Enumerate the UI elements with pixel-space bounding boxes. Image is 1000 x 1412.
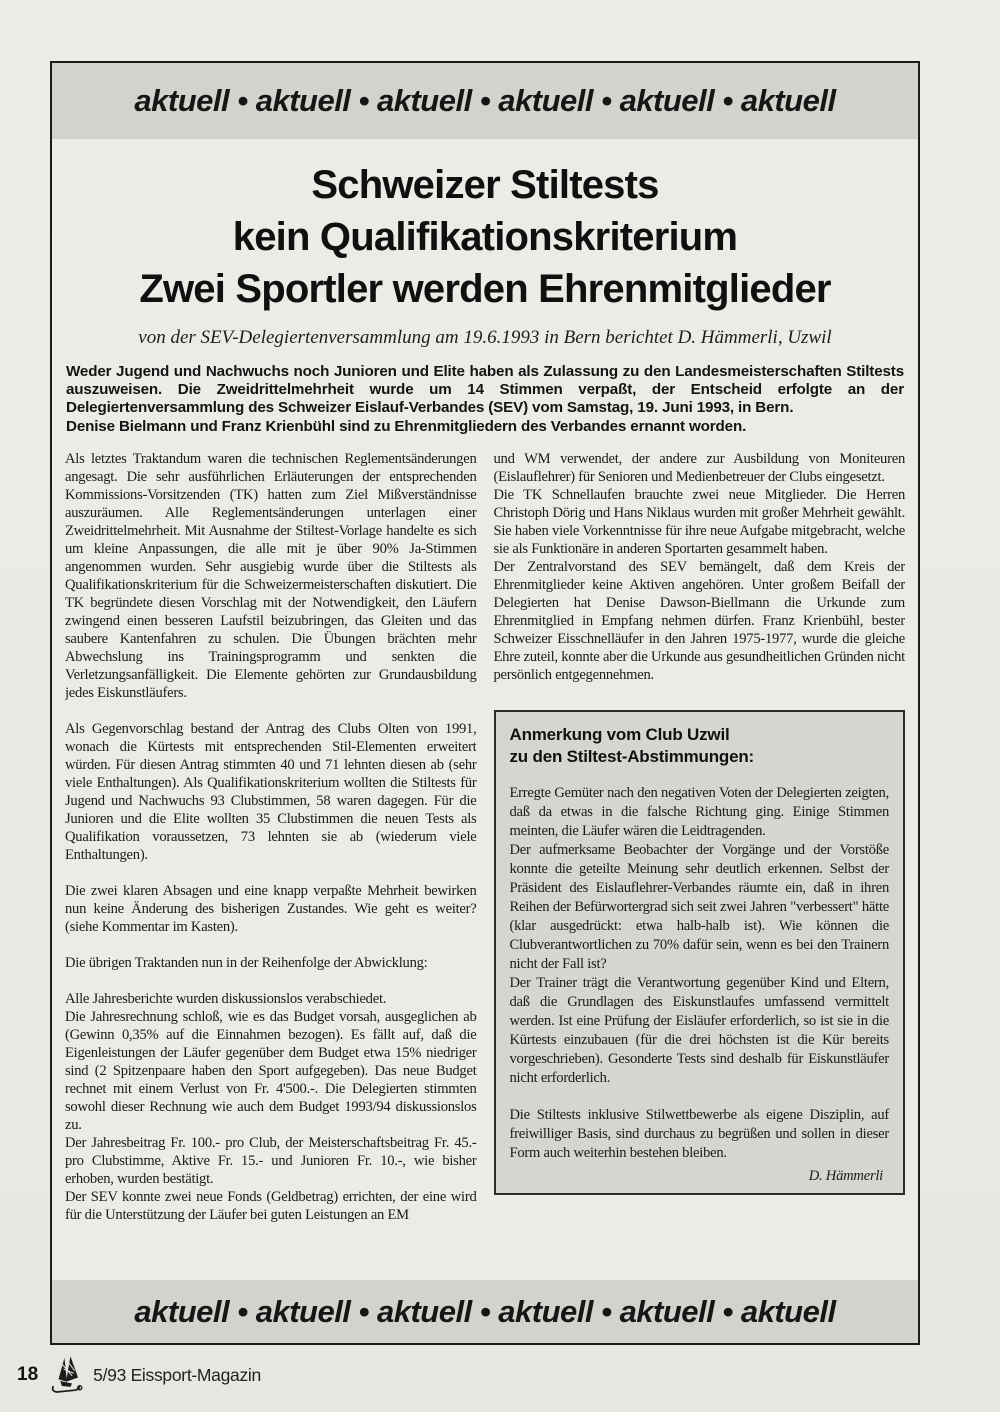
banner-text: aktuell • aktuell • aktuell • aktuell • aktuell • aktuell xyxy=(134,83,836,118)
paragraph: Die zwei klaren Absagen und eine knapp verpaßte Mehrheit bewirken nun keine Änderung des bisherigen Zustandes. Wie geht es weiter? (siehe Kommentar im Kasten). xyxy=(65,882,477,935)
paragraph: Alle Jahresberichte wurden diskussionslos verabschiedet. xyxy=(65,990,387,1007)
page-number: 18 xyxy=(17,1364,39,1385)
note-box xyxy=(494,710,906,1195)
note-heading-line-1: Anmerkung vom Club Uzwil xyxy=(509,724,730,744)
byline: von der SEV-Delegiertenversammlung am 19.6.1993 in Bern berichtet D. Hämmerli, Uzwil xyxy=(138,327,832,348)
note-paragraph: Erregte Gemüter nach den negativen Voten der Delegierten zeigten, daß da etwas in die falsche Richtung ging. Einige Stimmen meinten, die Läufer wären die Leidtragenden. xyxy=(509,784,889,839)
right-column xyxy=(494,450,906,1280)
paragraph: und WM verwendet, der andere zur Ausbildung von Moniteuren (Eislauflehrer) für Senioren und Medienbetreuer der Clubs eingesetzt. xyxy=(493,450,905,485)
paragraph: Als letztes Traktandum waren die technischen Reglementsänderungen angesagt. Die sehr ausführlichen Erläuterungen der entsprechenden Kommissions-Vorsitzenden (TK) hatten zum Ziel Mißverständnisse auszuräumen. Alle Reglementsänderungen unterlagen einer Zweidrittelmehrheit. Mit Ausnahme der Stiltest-Vorlage handelte es sich um kleine Anpassungen, die alle mit je über 90% Ja-Stimmen angenommen wurden. Sehr ausgiebig wurde über die Stiltests als Qualifikationskriterium für die Schweizermeisterschaften diskutiert. Die TK begründete diesen Vorschlag mit der Notwendigkeit, den Läufern zwingend einen besseren Laufstil beizubringen, das Gleiten und das saubere Kantenfahren zu schulen. Die Übungen brächten mehr Abwechslung ins Trainingsprogramm und senkten die Verletzungsanfälligkeit. Die Elemente gehörten zur Grundausbildung jedes Eiskunstläufers. xyxy=(65,450,477,701)
title-line-2: kein Qualifikationskriterium xyxy=(232,215,738,259)
paragraph: Der Zentralvorstand des SEV bemängelt, daß dem Kreis der Ehrenmitglieder keine Aktiven angehören. Unter großem Beifall der Delegierten hat Denise Dawson-Biellmann die Urkunde zum Ehrenmitglied in Empfang nehmen dürfen. Franz Krienbühl, bester Schweizer Eisschnelläufer in den Jahren 1975-1977, wurde die gleiche Ehre zuteil, konnte aber die Urkunde aus gesundheitlichen Gründen nicht persönlich entgegennehmen. xyxy=(493,558,905,683)
issue-label: 5/93 Eissport-Magazin xyxy=(93,1364,261,1385)
banner-text: aktuell • aktuell • aktuell • aktuell • aktuell • aktuell xyxy=(134,1293,836,1329)
note-paragraph: Der Trainer trägt die Verantwortung gegenüber Kind und Eltern, daß die Grundlagen des Eiskunstlaufes umfassend vermittelt werden. Ist eine Prüfung der Eisläufer erforderlich, so ist sie in die Kürtests einzubauen (für die drei höchsten ist die Kür bereits vorgeschrieben). Gesonderte Tests sind deshalb für Eiskunstläufer nicht erforderlich. xyxy=(509,974,889,1086)
note-signature: D. Hämmerli xyxy=(808,1167,883,1184)
paragraph: Als Gegenvorschlag bestand der Antrag des Clubs Olten von 1991, wonach die Kürtests mit entsprechenden Stil-Elementen erweitert würden. Für diesen Antrag stimmten 40 und 71 lehnten diesen ab (sehr viele Enthaltungen). Als Qualifikationskriterium wollten die Stiltests für Jugend und Nachwuchs 93 Clubstimmen, 58 waren dagegen. Für die Junioren und die Elite wollten 35 Clubstimmen die neuen Tests als Qualifikation voraussetzen, 73 lehnten sie ab (wiederum viele Enthaltungen). xyxy=(65,720,477,863)
aktuell-banner-bottom xyxy=(52,1280,918,1343)
page-footer xyxy=(0,1352,1000,1398)
aktuell-banner-top xyxy=(52,63,918,139)
lead-p1: Weder Jugend und Nachwuchs noch Junioren und Elite haben als Zulassung zu den Landesmeisterschaften Stiltests auszuweisen. Die Zweidrittelmehrheit wurde um 14 Stimmen verpaßt, der Entscheid erfolgte an der Delegiertenversammlung des Schweizer Eislauf-Verbandes (SEV) vom Samstag, 19. Juni 1993, in Bern. xyxy=(66,363,904,417)
paragraph: Die Jahresrechnung schloß, wie es das Budget vorsah, ausgeglichen ab (Gewinn 0,35% auf die Einnahmen bezogen). Es fällt auf, daß die Eigenleistungen der Läufer gegenüber dem Budget etwa 15% niedriger sind (2 Spitzenpaare haben den Sport aufgegeben). Das neue Budget rechnet mit einem Verlust von Fr. 4'500.-. Die Delegierten stimmten sowohl dieser Rechnung wie auch dem Budget 1993/94 diskussionslos zu. xyxy=(65,1008,477,1133)
article-frame xyxy=(50,61,920,1345)
note-paragraph: Die Stiltests inklusive Stilwettbewerbe als eigene Disziplin, auf freiwilliger Basis, sind durchaus zu begrüßen und sollen in dieser Form auch weiterhin bestehen bleiben. xyxy=(509,1106,889,1161)
note-heading-line-2: zu den Stiltest-Abstimmungen: xyxy=(509,746,754,766)
lead-paragraph xyxy=(66,363,904,436)
note-box-heading xyxy=(510,724,890,768)
left-column xyxy=(65,450,477,1280)
paragraph: Der SEV konnte zwei neue Fonds (Geldbetrag) errichten, der eine wird für die Unterstützung der Läufer bei guten Leistungen an EM xyxy=(65,1188,477,1223)
paragraph: Der Jahresbeitrag Fr. 100.- pro Club, der Meisterschaftsbeitrag Fr. 45.- pro Clubstimme, Aktive Fr. 15.- und Junioren Fr. 10.-, wie bisher erhoben, wurden bestätigt. xyxy=(65,1134,477,1187)
paragraph: Die TK Schnellaufen brauchte zwei neue Mitglieder. Die Herren Christoph Dörig und Hans Niklaus wurden mit großer Mehrheit gewählt. Sie haben viele Vorkenntnisse für ihre neue Aufgabe mitgebracht, welche sie als Funktionäre in anderen Sportarten gesammelt haben. xyxy=(493,486,905,557)
title-line-1: Schweizer Stiltests xyxy=(311,163,659,207)
lead-p2: Denise Bielmann und Franz Krienbühl sind zu Ehrenmitgliedern des Verbandes ernannt worden. xyxy=(66,417,747,435)
page-title xyxy=(60,159,910,315)
title-line-3: Zwei Sportler werden Ehrenmitglieder xyxy=(139,267,831,311)
article-body xyxy=(65,450,905,1280)
paragraph: Die übrigen Traktanden nun in der Reihenfolge der Abwicklung: xyxy=(65,954,428,971)
winged-skate-logo-icon xyxy=(50,1355,84,1395)
note-paragraph: Der aufmerksame Beobachter der Vorgänge und der Vorstöße konnte die geteilte Meinung sehr deutlich erkennen. Selbst der Präsident des Eislauflehrer-Verbandes räumte ein, daß in ihren Reihen der Befürwortergrad sich seit zwei Jahren "verbessert" hätte (klar ausgedrückt: etwa halb-halb ist). Wie können die Clubverantwortlichen zu 70% dafür sein, wenn es bei den Trainern nicht der Fall ist? xyxy=(509,841,889,972)
